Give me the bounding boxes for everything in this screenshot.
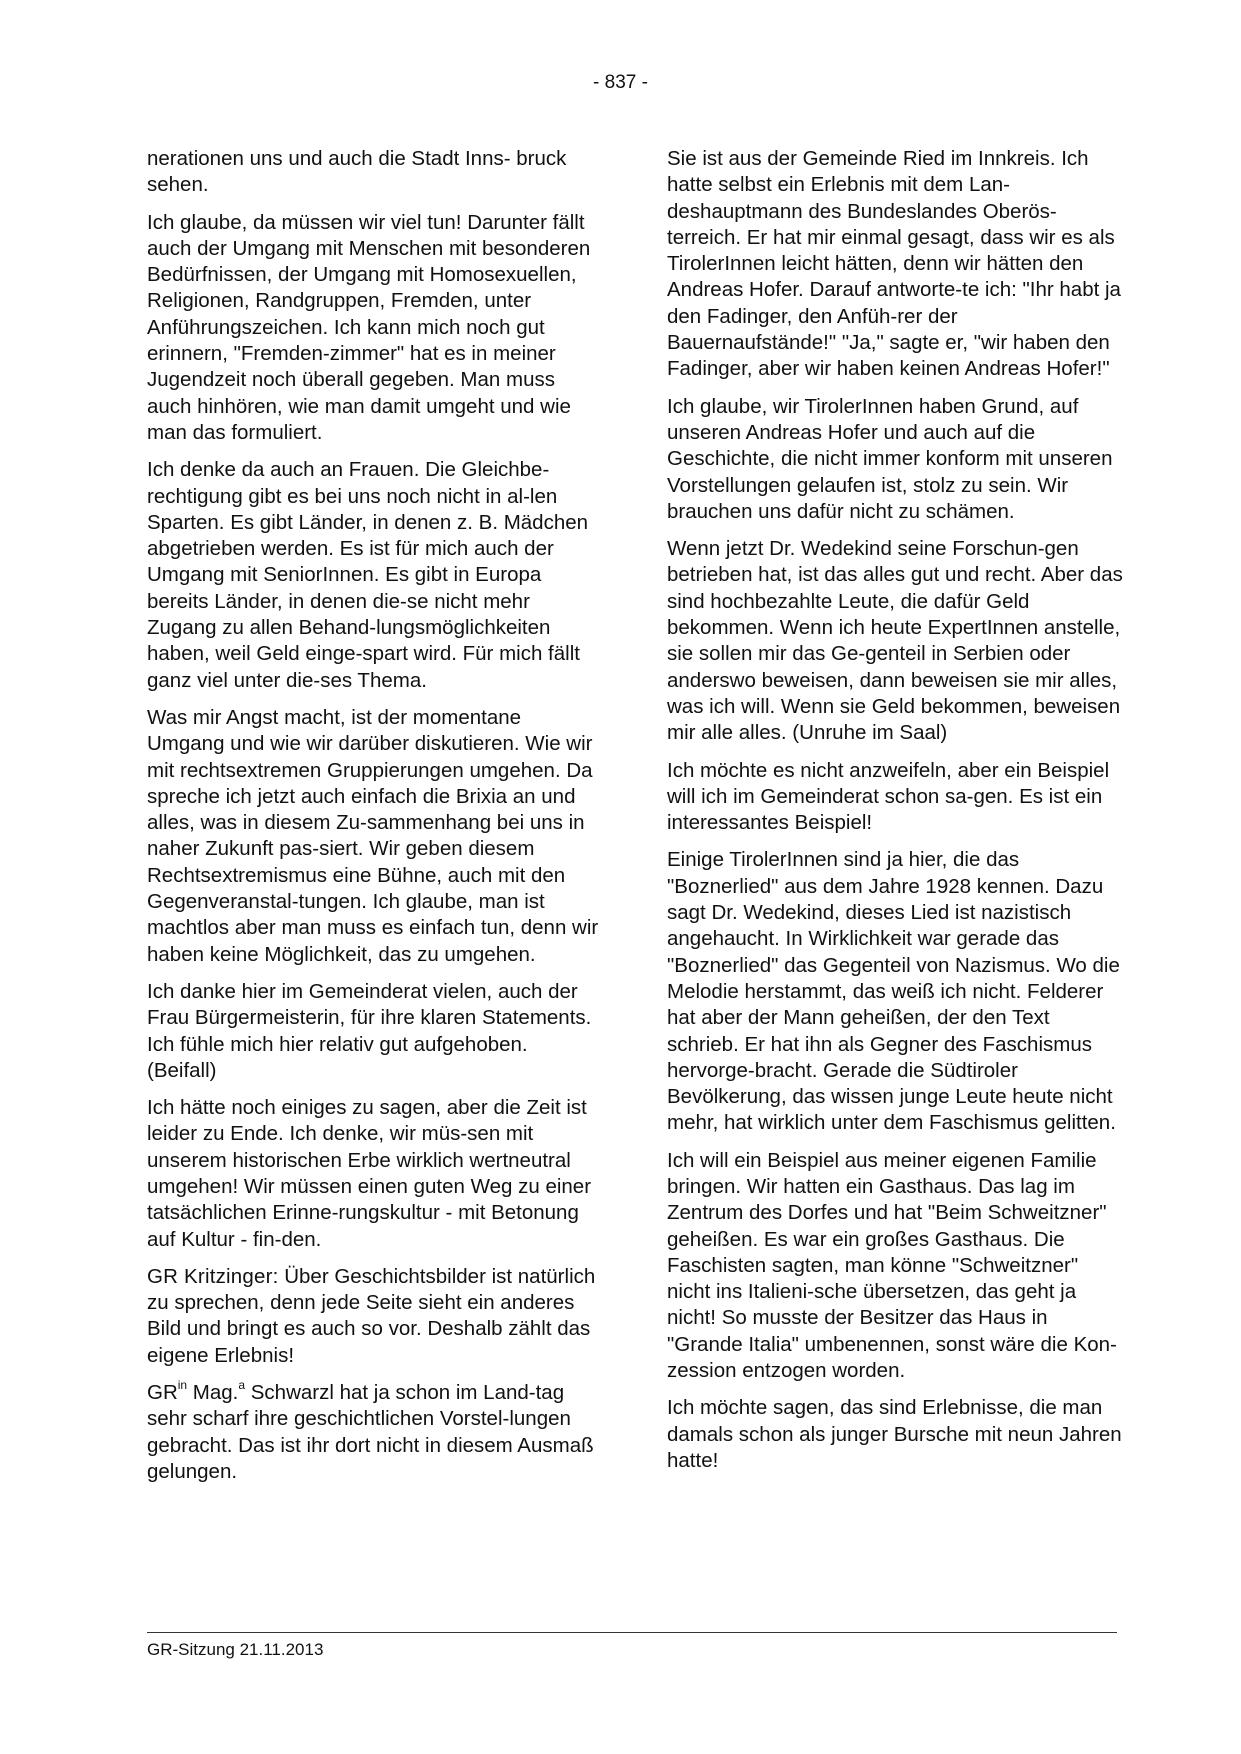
paragraph: Wenn jetzt Dr. Wedekind seine Forschun-gen betrieben hat, ist das alles gut und recht. Aber das sind hochbezahlte Leute, die dafür Geld bekommen. Wenn ich heute ExpertInnen anstelle, sie sollen mir das Ge-genteil in Serbien oder anderswo beweisen, dann beweisen sie mir alles, was ich will. Wenn sie Geld bekommen, beweisen mir alle alles. (Unruhe im Saal) xyxy=(667,537,1123,745)
superscript-in: in xyxy=(177,1378,188,1393)
paragraph: Ich hätte noch einiges zu sagen, aber die Zeit ist leider zu Ende. Ich denke, wir müs-sen mit unserem historischen Erbe wirklich wertneutral umgehen! Wir müssen einen guten Weg zu einer tatsächlichen Erinne-rungskultur - mit Betonung auf Kultur - fin-den. xyxy=(147,1096,592,1251)
paragraph: Ich danke hier im Gemeinderat vielen, auch der Frau Bürgermeisterin, für ihre klaren Statements. Ich fühle mich hier relativ gut aufgehoben. (Beifall) xyxy=(147,979,592,1082)
footer-divider xyxy=(147,1632,1117,1633)
paragraph: Ich möchte es nicht anzweifeln, aber ein Beispiel will ich im Gemeinderat schon sa-gen. Es ist ein interessantes Beispiel! xyxy=(667,758,1110,835)
paragraph: nerationen uns und auch die Stadt Inns- bruck sehen. xyxy=(147,147,567,197)
page-number: - 837 - xyxy=(593,72,648,93)
paragraph: Ich möchte sagen, das sind Erlebnisse, die man damals schon als junger Bursche mit neun Jahren hatte! xyxy=(667,1396,1122,1472)
speech-text: Schwarzl hat ja schon im Land-tag sehr scharf ihre geschichtlichen Vorstel-lungen gebracht. Das ist ihr dort nicht in diesem Ausmaß gelungen. xyxy=(147,1381,594,1483)
paragraph: Ich glaube, wir TirolerInnen haben Grund, auf unseren Andreas Hofer und auch auf die Geschichte, die nicht immer konform mit unseren Vorstellungen gelaufen ist, stolz zu sein. Wir brauchen uns dafür nicht zu schämen. xyxy=(667,394,1113,523)
title-mag: Mag. xyxy=(187,1381,239,1405)
speaker-name: GR Kritzinger: xyxy=(147,1264,279,1288)
title-prefix: GR xyxy=(147,1381,178,1405)
paragraph: Ich will ein Beispiel aus meiner eigenen Familie bringen. Wir hatten ein Gasthaus. Das lag im Zentrum des Dorfes und hat "Beim Schweitzner" geheißen. Es war ein großes Gasthaus. Die Faschisten sagten, man könne "Schweitzner" nicht ins Italieni-sche übersetzen, das geht ja nicht! So musste der Besitzer das Haus in "Grande Italia" umbenennen, sonst wäre die Kon-zession entzogen worden. xyxy=(667,1148,1117,1383)
paragraph-kritzinger xyxy=(147,1264,602,1369)
right-column xyxy=(667,146,1127,1485)
paragraph: Einige TirolerInnen sind ja hier, die das "Boznerlied" aus dem Jahre 1928 kennen. Dazu sagt Dr. Wedekind, dieses Lied ist nazistisch angehaucht. In Wirklichkeit war gerade das "Boznerlied" das Gegenteil von Nazismus. Wo die Melodie herstammt, das weiß ich nicht. Felderer hat aber der Mann geheißen, der den Text schrieb. Er hat ihn als Gegner des Faschismus hervorge-bracht. Gerade die Südtiroler Bevölkerung, das wissen junge Leute heute nicht mehr, hat wirklich unter dem Faschismus gelitten. xyxy=(667,848,1120,1135)
paragraph-schwarzl xyxy=(147,1380,602,1485)
paragraph: Ich denke da auch an Frauen. Die Gleichbe-rechtigung gibt es bei uns noch nicht in al-len Sparten. Es gibt Länder, in denen z. B. Mädchen abgetrieben werden. Es ist für mich auch der Umgang mit SeniorInnen. Es gibt in Europa bereits Länder, in denen die-se nicht mehr Zugang zu allen Behand-lungsmöglichkeiten haben, weil Geld einge-spart wird. Für mich fällt ganz viel unter die-ses Thema. xyxy=(147,458,589,692)
footer-text: GR-Sitzung 21.11.2013 xyxy=(147,1640,324,1659)
superscript-a: a xyxy=(238,1378,246,1393)
paragraph: Sie ist aus der Gemeinde Ried im Innkreis. Ich hatte selbst ein Erlebnis mit dem Lan-deshauptmann des Bundeslandes Oberös-terreich. Er hat mir einmal gesagt, dass wir es als TirolerInnen leicht hätten, denn wir hätten den Andreas Hofer. Darauf antworte-te ich: "Ihr habt ja den Fadinger, den Anfüh-rer der Bauernaufstände!" "Ja," sagte er, "wir haben den Fadinger, aber wir haben keinen Andreas Hofer!" xyxy=(667,147,1121,381)
speech-text: Über Geschichtsbilder ist natürlich zu sprechen, denn jede Seite sieht ein anderes Bild und bringt es auch so vor. Deshalb zählt das eigene Erlebnis! xyxy=(147,1264,596,1367)
left-column xyxy=(147,146,602,1496)
paragraph: Ich glaube, da müssen wir viel tun! Darunter fällt auch der Umgang mit Menschen mit besonderen Bedürfnissen, der Umgang mit Homosexuellen, Religionen, Randgruppen, Fremden, unter Anführungszeichen. Ich kann mich noch gut erinnern, "Fremden-zimmer" hat es in meiner Jugendzeit noch überall gegeben. Man muss auch hinhören, wie man damit umgeht und wie man das formuliert. xyxy=(147,210,591,444)
paragraph: Was mir Angst macht, ist der momentane Umgang und wie wir darüber diskutieren. Wie wir mit rechtsextremen Gruppierungen umgehen. Da spreche ich jetzt auch einfach die Brixia an und alles, was in diesem Zu-sammenhang bei uns in naher Zukunft pas-siert. Wir geben diesem Rechtsextremismus eine Bühne, auch mit den Gegenveranstal-tungen. Ich glaube, man ist machtlos aber man muss es einfach tun, denn wir haben keine Möglichkeit, das zu umgehen. xyxy=(147,705,599,966)
